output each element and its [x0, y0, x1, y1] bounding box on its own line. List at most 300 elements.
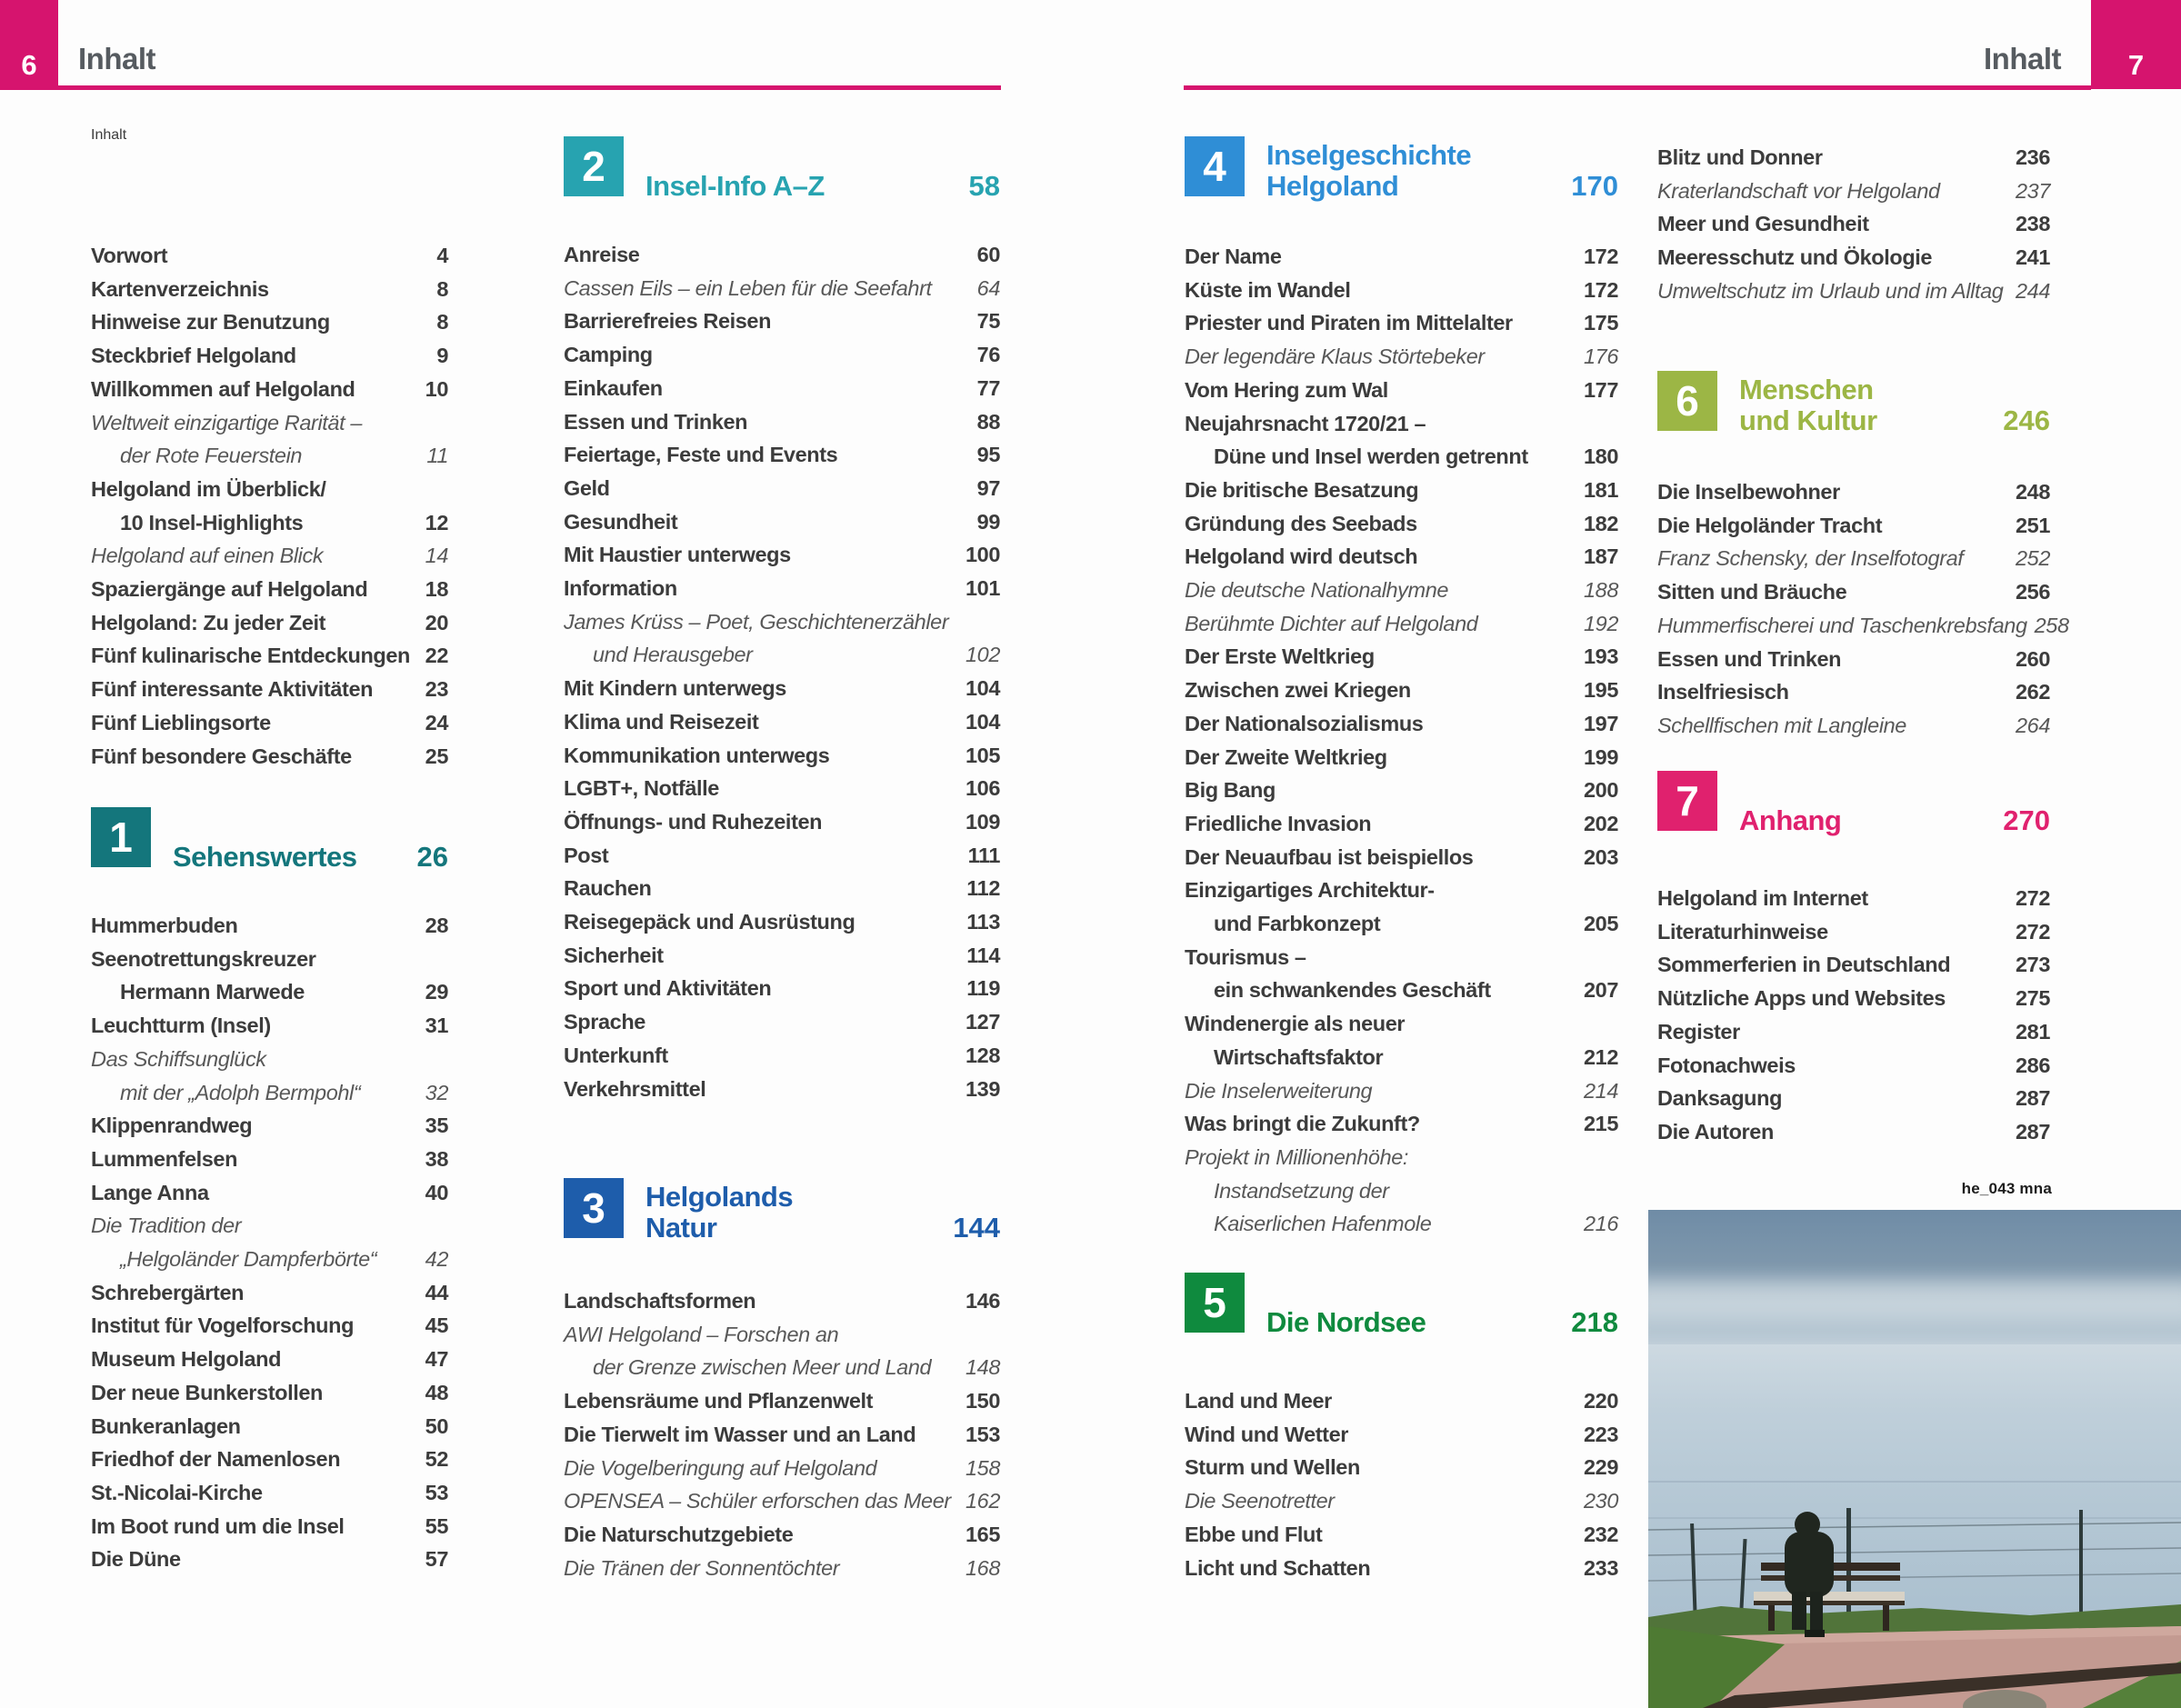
toc-entry [91, 506, 448, 540]
entry-label: Inselfriesisch [1657, 680, 1789, 704]
toc-entry [564, 1484, 1000, 1518]
entry-page-number: 252 [2015, 546, 2050, 571]
entry-page-number: 48 [425, 1380, 448, 1404]
entry-label: Kartenverzeichnis [91, 276, 269, 301]
toc-entry [564, 472, 1000, 505]
left-page-number: 6 [21, 49, 37, 81]
entry-label: Neujahrsnacht 1720/21 – [1185, 411, 1426, 435]
toc-entry [564, 238, 1000, 272]
entry-page-number: 256 [2015, 580, 2050, 604]
entry-label: Feiertage, Feste und Events [564, 443, 838, 467]
entry-label: Friedliche Invasion [1185, 811, 1372, 835]
toc-entry [91, 673, 448, 706]
toc-entry [1657, 175, 2050, 208]
entry-label: Register [1657, 1019, 1740, 1044]
entry-page-number: 238 [2015, 212, 2050, 236]
entry-label: Die Helgoländer Tracht [1657, 513, 1883, 537]
toc-entry [91, 239, 448, 273]
toc-entry-list [564, 1284, 1000, 1584]
section-title: Inselgeschichte Helgoland [1266, 139, 1472, 202]
section-title: Helgolands Natur [645, 1181, 794, 1244]
toc-entry [564, 272, 1000, 305]
entry-label: Helgoland im Internet [1657, 886, 1868, 910]
entry-label: Nützliche Apps und Websites [1657, 986, 1946, 1011]
entry-label: Der neue Bunkerstollen [91, 1380, 323, 1404]
entry-label: Rauchen [564, 876, 652, 901]
entry-label: Lummenfelsen [91, 1146, 238, 1171]
entry-page-number: 12 [425, 510, 448, 534]
toc-entry [91, 706, 448, 740]
entry-page-number: 150 [965, 1389, 1000, 1413]
toc-entry [1185, 607, 1618, 641]
entry-page-number: 102 [965, 643, 1000, 667]
entry-page-number: 57 [425, 1547, 448, 1572]
entry-page-number: 128 [965, 1043, 1000, 1067]
entry-page-number: 236 [2015, 145, 2050, 169]
toc-entry [91, 975, 448, 1009]
entry-label: Steckbrief Helgoland [91, 344, 296, 368]
toc-entry [1185, 974, 1618, 1007]
toc-entry [1185, 874, 1618, 907]
toc-entry [564, 505, 1000, 539]
entry-page-number: 104 [965, 676, 1000, 701]
entry-label: ein schwankendes Geschäft [1214, 978, 1491, 1003]
entry-label: Reisegepäck und Ausrüstung [564, 910, 855, 934]
entry-label: Hummerfischerei und Taschenkrebsfang [1657, 613, 2027, 637]
entry-label: und Herausgeber [593, 643, 753, 667]
entry-label: Wind und Wetter [1185, 1422, 1349, 1446]
entry-page-number: 193 [1583, 644, 1618, 669]
toc-entry [91, 639, 448, 673]
entry-label: Umweltschutz im Urlaub und im Alltag [1657, 278, 2004, 303]
entry-page-number: 273 [2015, 953, 2050, 977]
entry-page-number: 232 [1583, 1522, 1618, 1546]
entry-page-number: 230 [1583, 1489, 1618, 1513]
entry-page-number: 165 [965, 1522, 1000, 1546]
section-number-badge: 6 [1657, 371, 1717, 431]
entry-label: Helgoland im Überblick/ [91, 476, 326, 501]
entry-page-number: 229 [1583, 1455, 1618, 1480]
section-page-number: 218 [1571, 1306, 1618, 1338]
toc-entry [564, 338, 1000, 372]
entry-label: Lange Anna [91, 1180, 209, 1204]
entry-label: Seenotrettungskreuzer [91, 946, 316, 971]
entry-label: Post [564, 843, 609, 867]
entry-page-number: 168 [965, 1555, 1000, 1580]
toc-entry [1185, 707, 1618, 741]
entry-label: Sommerferien in Deutschland [1657, 953, 1951, 977]
entry-label: Bunkeranlagen [91, 1413, 241, 1438]
toc-entry [1185, 306, 1618, 340]
toc-entry [1657, 915, 2050, 949]
fence-wire [1648, 1523, 2181, 1530]
entry-label: Die deutsche Nationalhymne [1185, 578, 1449, 603]
toc-entry [564, 572, 1000, 605]
entry-page-number: 8 [436, 276, 448, 301]
entry-label: Vom Hering zum Wal [1185, 377, 1388, 402]
entry-page-number: 162 [965, 1489, 1000, 1513]
toc-entry [1657, 275, 2050, 308]
entry-label: Spaziergänge auf Helgoland [91, 577, 368, 602]
entry-page-number: 287 [2015, 1119, 2050, 1144]
entry-label: Was bringt die Zukunft? [1185, 1112, 1420, 1136]
entry-label: Die Naturschutzgebiete [564, 1522, 794, 1546]
entry-label: Klippenrandweg [91, 1114, 253, 1138]
entry-page-number: 223 [1583, 1422, 1618, 1446]
section-title: Anhang [1739, 804, 1842, 836]
entry-label: Gründung des Seebads [1185, 511, 1417, 535]
toc-entry [564, 1039, 1000, 1073]
entry-page-number: 101 [965, 576, 1000, 601]
entry-label: Einkaufen [564, 375, 663, 400]
right-page-number: 7 [2127, 49, 2145, 81]
entry-page-number: 233 [1583, 1555, 1618, 1580]
toc-entry [1185, 807, 1618, 841]
toc-entry-list [1657, 141, 2050, 308]
entry-page-number: 88 [976, 409, 1000, 434]
entry-page-number: 114 [966, 943, 1000, 967]
toc-entry [1185, 1484, 1618, 1518]
section-number-badge: 3 [564, 1178, 624, 1238]
toc-entry [1185, 1384, 1618, 1418]
section-page-number: 26 [416, 841, 448, 873]
entry-page-number: 8 [436, 310, 448, 335]
entry-label: Licht und Schatten [1185, 1555, 1371, 1580]
entry-page-number: 272 [2015, 919, 2050, 944]
section-title: Menschen und Kultur [1739, 374, 1877, 436]
entry-label: Projekt in Millionenhöhe: [1185, 1144, 1409, 1169]
entry-label: Ebbe und Flut [1185, 1522, 1323, 1546]
toc-entry [564, 905, 1000, 939]
bench-seat-shadow [1754, 1601, 1905, 1605]
toc-entry [91, 439, 448, 473]
entry-label: Mit Haustier unterwegs [564, 543, 791, 567]
toc-entry [1185, 1518, 1618, 1552]
entry-label: Hinweise zur Benutzung [91, 310, 330, 335]
toc-entry [564, 1418, 1000, 1452]
toc-entry-list [91, 239, 448, 773]
toc-entry [1185, 507, 1618, 541]
entry-page-number: 35 [425, 1114, 448, 1138]
toc-entry [1657, 1049, 2050, 1083]
left-running-head: Inhalt [78, 42, 155, 75]
section-heading-5 [1185, 1273, 1618, 1338]
entry-label: Landschaftsformen [564, 1289, 756, 1313]
toc-entry [1185, 1552, 1618, 1585]
toc-entry [1185, 1141, 1618, 1174]
entry-label: Einzigartiges Architektur- [1185, 878, 1435, 903]
entry-label: Kraterlandschaft vor Helgoland [1657, 178, 1940, 203]
entry-page-number: 55 [425, 1513, 448, 1538]
toc-entry [1185, 574, 1618, 607]
entry-page-number: 187 [1583, 544, 1618, 569]
entry-label: Die Vogelberingung auf Helgoland [564, 1455, 877, 1480]
entry-page-number: 95 [976, 443, 1000, 467]
toc-entry [91, 740, 448, 774]
entry-page-number: 32 [425, 1080, 448, 1104]
entry-label: Öffnungs- und Ruhezeiten [564, 809, 823, 834]
entry-page-number: 75 [976, 309, 1000, 334]
section-number-badge: 7 [1657, 771, 1717, 831]
toc-entry [1185, 1007, 1618, 1041]
toc-entry [91, 1343, 448, 1376]
entry-page-number: 60 [976, 243, 1000, 266]
toc-entry [1185, 340, 1618, 374]
toc-entry [1185, 1107, 1618, 1141]
section-number-badge: 5 [1185, 1273, 1245, 1333]
entry-page-number: 205 [1583, 912, 1618, 936]
entry-page-number: 20 [425, 610, 448, 634]
entry-page-number: 286 [2015, 1053, 2050, 1077]
toc-entry [1657, 1015, 2050, 1049]
toc-entry [564, 1005, 1000, 1039]
entry-label: „Helgoländer Dampferbörte“ [120, 1247, 377, 1272]
entry-page-number: 24 [425, 710, 448, 734]
toc-entry [91, 1243, 448, 1276]
entry-label: Der legendäre Klaus Störtebeker [1185, 345, 1485, 369]
entry-label: Franz Schensky, der Inselfotograf [1657, 546, 1964, 571]
entry-label: Schrebergärten [91, 1280, 245, 1304]
toc-entry [91, 1309, 448, 1343]
toc-entry [1657, 982, 2050, 1015]
entry-label: OPENSEA – Schüler erforschen das Meer [564, 1489, 951, 1513]
entry-label: Hummerbuden [91, 914, 238, 937]
toc-entry [564, 372, 1000, 405]
toc-entry [91, 1410, 448, 1443]
toc-entry [91, 373, 448, 406]
toc-entry [1185, 674, 1618, 707]
toc-entry [564, 638, 1000, 672]
entry-page-number: 207 [1583, 978, 1618, 1003]
section-number-badge: 2 [564, 136, 624, 196]
section-title: Insel-Info A–Z [645, 170, 825, 202]
entry-label: Sport und Aktivitäten [564, 976, 772, 1001]
entry-label: Danksagung [1657, 1086, 1783, 1111]
toc-entry [1657, 509, 2050, 543]
entry-page-number: 199 [1583, 744, 1618, 769]
section-heading-6 [1657, 371, 2050, 436]
entry-page-number: 180 [1583, 444, 1618, 469]
entry-page-number: 23 [425, 677, 448, 702]
toc-entry [1185, 1418, 1618, 1452]
toc-entry [1657, 207, 2050, 241]
toc-entry [91, 943, 448, 976]
toc-entry [1657, 575, 2050, 609]
toc-entry [564, 805, 1000, 839]
toc-entry [564, 605, 1000, 639]
toc-entry [564, 1552, 1000, 1585]
entry-label: Gesundheit [564, 509, 678, 534]
entry-page-number: 182 [1583, 511, 1618, 535]
toc-entry [1185, 1174, 1618, 1208]
entry-label: Klima und Reisezeit [564, 709, 759, 734]
entry-label: AWI Helgoland – Forschen an [564, 1322, 839, 1346]
toc-entry [91, 606, 448, 640]
entry-page-number: 99 [976, 509, 1000, 534]
toc-entry [91, 1109, 448, 1143]
entry-page-number: 177 [1583, 377, 1618, 402]
toc-entry [564, 405, 1000, 439]
toc-entry [1185, 407, 1618, 441]
entry-page-number: 77 [976, 375, 1000, 400]
entry-page-number: 28 [425, 914, 448, 937]
entry-label: Verkehrsmittel [564, 1076, 706, 1101]
entry-label: Friedhof der Namenlosen [91, 1447, 341, 1472]
entry-label: Camping [564, 343, 653, 367]
entry-page-number: 76 [976, 343, 1000, 367]
entry-label: Fünf interessante Aktivitäten [91, 677, 374, 702]
toc-entry [1185, 640, 1618, 674]
entry-page-number: 176 [1583, 345, 1618, 369]
entry-page-number: 22 [425, 644, 448, 668]
entry-label: Hermann Marwede [120, 980, 305, 1004]
toc-entry-list [564, 238, 1000, 1105]
entry-page-number: 172 [1583, 277, 1618, 302]
entry-label: 10 Insel-Highlights [120, 510, 304, 534]
person-leg [1792, 1592, 1806, 1630]
entry-page-number: 172 [1583, 245, 1618, 268]
entry-page-number: 4 [436, 244, 448, 267]
entry-label: Barrierefreies Reisen [564, 309, 772, 334]
fence-wire [1648, 1548, 2181, 1555]
entry-page-number: 181 [1583, 477, 1618, 502]
entry-page-number: 50 [425, 1413, 448, 1438]
toc-entry [1185, 374, 1618, 407]
entry-page-number: 212 [1583, 1044, 1618, 1069]
section-heading-1 [91, 807, 448, 873]
entry-label: Instandsetzung der [1214, 1178, 1389, 1203]
toc-column-3 [1185, 0, 1618, 1708]
toc-entry [1657, 882, 2050, 915]
entry-page-number: 47 [425, 1347, 448, 1372]
toc-entry [1657, 542, 2050, 575]
entry-page-number: 14 [425, 544, 448, 568]
entry-label: Helgoland wird deutsch [1185, 544, 1418, 569]
entry-page-number: 106 [965, 776, 1000, 801]
entry-page-number: 42 [425, 1247, 448, 1272]
entry-label: mit der „Adolph Bermpohl“ [120, 1080, 361, 1104]
entry-label: Düne und Insel werden getrennt [1214, 444, 1528, 469]
entry-page-number: 9 [436, 344, 448, 368]
entry-label: Weltweit einzigartige Rarität – [91, 410, 363, 434]
entry-page-number: 40 [425, 1180, 448, 1204]
entry-page-number: 127 [965, 1010, 1000, 1034]
entry-label: Tourismus – [1185, 944, 1306, 969]
entry-page-number: 287 [2015, 1086, 2050, 1111]
toc-entry [91, 1510, 448, 1543]
section-page-number: 246 [2003, 405, 2050, 436]
bench-leg [1768, 1605, 1775, 1631]
toc-entry [1185, 841, 1618, 874]
toc-entry [1657, 475, 2050, 509]
toc-entry [1185, 774, 1618, 807]
entry-page-number: 258 [2034, 613, 2069, 637]
toc-entry [564, 1284, 1000, 1318]
toc-entry [564, 1073, 1000, 1106]
entry-label: Sicherheit [564, 943, 664, 967]
entry-page-number: 244 [2015, 278, 2050, 303]
section-page-number: 270 [2003, 804, 2050, 836]
toc-entry [91, 1476, 448, 1510]
foreground-scene [1648, 1210, 2181, 1708]
entry-page-number: 203 [1583, 844, 1618, 869]
entry-label: Die britische Besatzung [1185, 477, 1419, 502]
toc-entry [564, 1518, 1000, 1552]
entry-label: Cassen Eils – ein Leben für die Seefahrt [564, 275, 932, 300]
entry-label: Fotonachweis [1657, 1053, 1796, 1077]
entry-label: Fünf kulinarische Entdeckungen [91, 644, 410, 668]
entry-label: Der Nationalsozialismus [1185, 711, 1424, 735]
entry-page-number: 272 [2015, 886, 2050, 910]
entry-label: Fünf Lieblingsorte [91, 710, 271, 734]
toc-entry [564, 772, 1000, 805]
toc-entry [91, 1209, 448, 1243]
entry-label: Museum Helgoland [91, 1347, 282, 1372]
toc-entry [564, 538, 1000, 572]
entry-page-number: 188 [1583, 578, 1618, 603]
section-page-number: 170 [1571, 170, 1618, 202]
toc-entry [91, 573, 448, 606]
entry-page-number: 175 [1583, 311, 1618, 335]
entry-page-number: 148 [965, 1355, 1000, 1380]
toc-entry [1657, 141, 2050, 175]
entry-label: Der Zweite Weltkrieg [1185, 744, 1387, 769]
entry-page-number: 112 [966, 876, 1000, 901]
photo-credit: he_043 mna [1961, 1180, 2052, 1197]
entry-label: Big Bang [1185, 778, 1276, 803]
toc-entry [91, 1043, 448, 1076]
entry-label: Geld [564, 475, 610, 500]
toc-entry [1185, 1074, 1618, 1108]
entry-page-number: 25 [425, 744, 448, 768]
entry-label: Unterkunft [564, 1043, 668, 1067]
section-heading-7 [1657, 771, 2050, 836]
toc-entry [91, 1376, 448, 1410]
section-number-badge: 4 [1185, 136, 1245, 196]
entry-page-number: 18 [425, 577, 448, 602]
toc-entry [1185, 741, 1618, 774]
entry-label: Die Tierwelt im Wasser und an Land [564, 1422, 916, 1446]
toc-entry [1657, 609, 2069, 643]
fence-wire [1648, 1573, 2181, 1581]
entry-page-number: 215 [1583, 1112, 1618, 1136]
entry-label: Vorwort [91, 244, 168, 267]
entry-label: Mit Kindern unterwegs [564, 676, 786, 701]
section-number-badge: 1 [91, 807, 151, 867]
entry-label: und Farbkonzept [1214, 912, 1381, 936]
entry-label: Essen und Trinken [564, 409, 748, 434]
toc-entry [91, 1009, 448, 1043]
entry-page-number: 10 [425, 376, 448, 401]
toc-entry-list [1657, 882, 2050, 1149]
toc-entry-list [91, 909, 448, 1576]
toc-entry [1657, 1115, 2050, 1149]
toc-entry [564, 1318, 1000, 1352]
section-title: Sehenswertes [173, 841, 357, 873]
toc-entry [1185, 540, 1618, 574]
entry-label: Die Tränen der Sonnentöchter [564, 1555, 840, 1580]
toc-column-2 [564, 0, 1000, 1708]
toc-entry [1185, 1451, 1618, 1484]
entry-label: James Krüss – Poet, Geschichtenerzähler [564, 609, 949, 634]
toc-entry [91, 1543, 448, 1576]
entry-page-number: 97 [976, 475, 1000, 500]
entry-page-number: 202 [1583, 811, 1618, 835]
entry-page-number: 109 [965, 809, 1000, 834]
entry-page-number: 214 [1583, 1078, 1618, 1103]
toc-entry [91, 406, 448, 440]
toc-entry [1657, 1082, 2050, 1115]
